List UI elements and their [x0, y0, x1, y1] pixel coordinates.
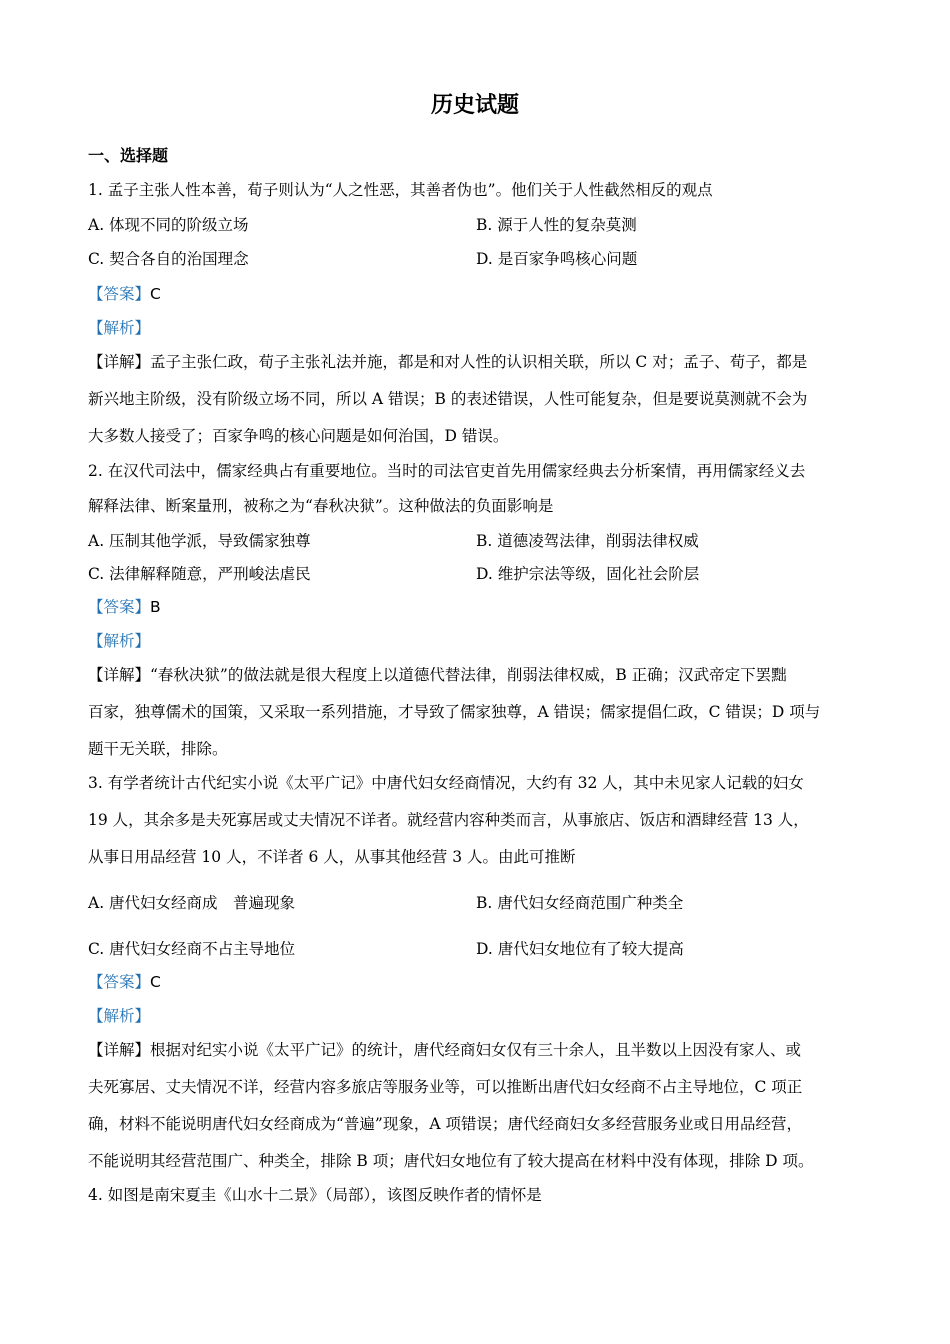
q2-answer — [88, 595, 878, 617]
analysis-label: 【解析】 — [88, 1007, 151, 1025]
q3-option-c: C. 唐代妇女经商不占主导地位 — [88, 940, 296, 958]
q1-answer-value: C — [150, 285, 161, 303]
q3-stem-line: 3. 有学者统计古代纪实小说《太平广记》中唐代妇女经商情况，大约有 32 人，其中未见家人记载的妇女 — [88, 774, 804, 792]
section-heading: 一、选择题 — [88, 146, 169, 165]
q3-detail-line: 确，材料不能说明唐代妇女经商成为“普遍”现象，A 项错误；唐代经商妇女多经营服务业或日用品经营， — [88, 1115, 802, 1133]
answer-label: 【答案】 — [88, 598, 151, 616]
q1-answer — [88, 282, 878, 304]
q2-analysis — [88, 629, 878, 651]
q2-option-b: B. 道德凌驾法律，削弱法律权威 — [476, 532, 699, 550]
q1-option-c: C. 契合各自的治国理念 — [88, 250, 249, 268]
q4-stem: 4. 如图是南宋夏圭《山水十二景》（局部），该图反映作者的情怀是 — [88, 1186, 542, 1204]
analysis-label: 【解析】 — [88, 319, 151, 337]
q3-detail-line: 不能说明其经营范围广、种类全，排除 B 项；唐代妇女地位有了较大提高在材料中没有体现，排除 D 项。 — [88, 1152, 814, 1170]
analysis-label: 【解析】 — [88, 632, 151, 650]
q3-analysis — [88, 1004, 878, 1026]
q2-option-d: D. 维护宗法等级，固化社会阶层 — [476, 565, 700, 583]
q2-detail-line: 百家，独尊儒术的国策，又采取一系列措施，才导致了儒家独尊，A 错误；儒家提倡仁政，C 错误；D 项与 — [88, 703, 821, 721]
q1-detail-line: 大多数人接受了；百家争鸣的核心问题是如何治国，D 错误。 — [88, 427, 509, 445]
answer-label: 【答案】 — [88, 285, 151, 303]
q2-option-c: C. 法律解释随意，严刑峻法虐民 — [88, 565, 311, 583]
answer-label: 【答案】 — [88, 973, 151, 991]
q1-option-a: A. 体现不同的阶级立场 — [88, 216, 249, 234]
page-title: 历史试题 — [430, 93, 519, 118]
q1-option-d: D. 是百家争鸣核心问题 — [476, 250, 638, 268]
q3-detail-line: 夫死寡居、丈夫情况不详，经营内容多旅店等服务业等，可以推断出唐代妇女经商不占主导地位，C 项正 — [88, 1078, 803, 1096]
q3-detail-line: 【详解】根据对纪实小说《太平广记》的统计，唐代经商妇女仅有三十余人，且半数以上因没有家人、或 — [88, 1041, 802, 1059]
q1-detail-line: 新兴地主阶级，没有阶级立场不同，所以 A 错误；B 的表述错误，人性可能复杂，但是要说莫测就不会为 — [88, 390, 808, 408]
q3-option-d: D. 唐代妇女地位有了较大提高 — [476, 940, 684, 958]
q3-option-a: A. 唐代妇女经商成 普遍现象 — [88, 894, 296, 912]
q1-stem: 1. 孟子主张人性本善，荀子则认为“人之性恶，其善者伪也”。他们关于人性截然相反的观点 — [88, 181, 713, 199]
q3-answer-value: C — [150, 973, 161, 991]
q2-detail-line: 【详解】“春秋决狱”的做法就是很大程度上以道德代替法律，削弱法律权威，B 正确；汉武帝定下罢黜 — [88, 666, 787, 684]
q3-answer — [88, 970, 878, 992]
q2-option-a: A. 压制其他学派，导致儒家独尊 — [88, 532, 311, 550]
q1-option-b: B. 源于人性的复杂莫测 — [476, 216, 637, 234]
q3-stem-line: 从事日用品经营 10 人，不详者 6 人，从事其他经营 3 人。由此可推断 — [88, 848, 576, 866]
q2-detail-line: 题干无关联，排除。 — [88, 740, 228, 758]
q2-stem-line: 2. 在汉代司法中，儒家经典占有重要地位。当时的司法官吏首先用儒家经典去分析案情，再用儒家经义去 — [88, 462, 806, 480]
q2-stem-line: 解释法律、断案量刑，被称之为“春秋决狱”。这种做法的负面影响是 — [88, 497, 554, 515]
q2-answer-value: B — [150, 598, 161, 616]
q3-stem-line: 19 人，其余多是夫死寡居或丈夫情况不详者。就经营内容种类而言，从事旅店、饭店和酒肆经营 13 人， — [88, 811, 809, 829]
q3-option-b: B. 唐代妇女经商范围广种类全 — [476, 894, 684, 912]
q1-detail-line: 【详解】孟子主张仁政，荀子主张礼法并施，都是和对人性的认识相关联，所以 C 对；孟子、荀子，都是 — [88, 353, 808, 371]
q1-analysis — [88, 316, 878, 338]
